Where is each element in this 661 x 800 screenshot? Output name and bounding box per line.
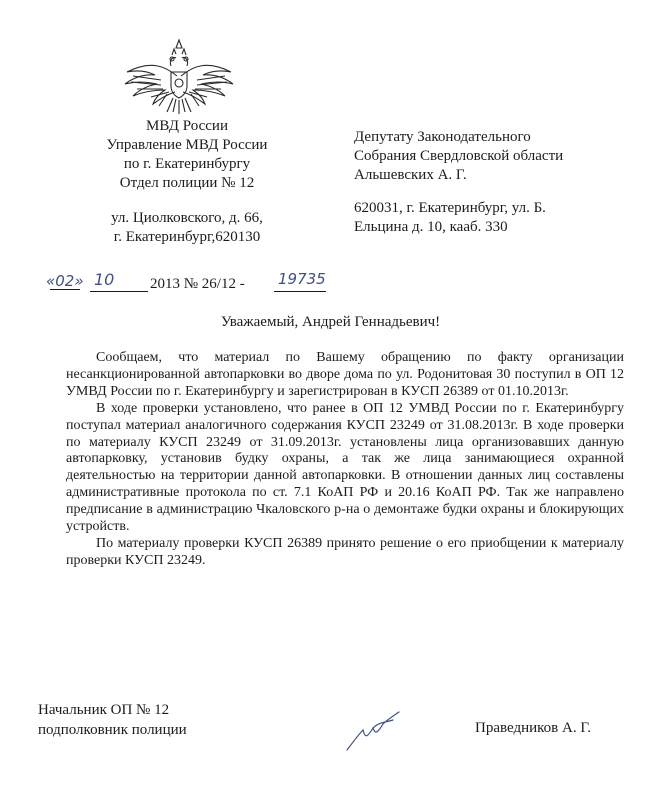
- sender-org-line3: по г. Екатеринбургу: [123, 156, 251, 172]
- signatory-name: Праведников А. Г.: [475, 720, 592, 736]
- registration-day: «02»: [46, 272, 84, 290]
- body-paragraph-1: Сообщаем, что материал по Вашему обращению по факту организации несанкционированной автопарковки во дворе дома по ул. Родонитовая 30 поступил в ОП 12 УМВД России по г. Екатеринбургу и зарегистрирован в КУСП 26389 от 01.10.2013г.: [66, 350, 624, 399]
- registration-line: [46, 270, 346, 300]
- sender-block: [82, 117, 292, 247]
- sender-org-line1: МВД России: [146, 118, 228, 134]
- signatory-position: [38, 700, 187, 740]
- sender-org-line2: Управление МВД России: [106, 137, 268, 153]
- recipient-line2: Собрания Свердловской области: [354, 148, 564, 164]
- mvd-eagle-emblem-icon: [121, 36, 237, 120]
- body-paragraph-3: По материалу проверки КУСП 26389 принято решение о его приобщении к материалу проверки КУСП 23249.: [66, 535, 624, 568]
- month-underline: [90, 291, 148, 292]
- recipient-address-line2: Ельцина д. 10, кааб. 330: [354, 219, 508, 235]
- greeting: Уважаемый, Андрей Геннадьевич!: [220, 314, 441, 330]
- letter-body: [66, 350, 624, 570]
- recipient-line3: Альшевских А. Г.: [354, 167, 467, 183]
- body-paragraph-2: В ходе проверки установлено, что ранее в ОП 12 УМВД России по г. Екатеринбургу поступал материал аналогичного содержания КУСП 23249 от 31.08.2013г. В ходе проверки по материалу КУСП 23249 от 31.09.2013г. установлены лица организовавших данную автопарковку, установив будку охраны, а так же лица занимающиеся охранной деятельностью на территории данной автопарковки. В отношении данных лиц составлены административные протокола по ст. 7.1 КоАП РФ и 20.16 КоАП РФ. Так же направлено предписание в администрацию Чкаловского р-на о демонтаже будки охраны и блокирующих устройств.: [66, 400, 624, 535]
- recipient-address-line1: 620031, г. Екатеринбург, ул. Б.: [354, 200, 546, 216]
- sender-address-line2: г. Екатеринбург,620130: [113, 229, 261, 245]
- recipient-block: [354, 128, 644, 237]
- day-underline: [50, 289, 80, 290]
- registration-number: 19735: [278, 270, 326, 288]
- registration-month: 10: [94, 270, 115, 289]
- signatory-position-line2: подполковник полиции: [38, 722, 187, 738]
- recipient-line1: Депутату Законодательного: [354, 129, 531, 145]
- signatory-position-line1: Начальник ОП № 12: [38, 702, 170, 718]
- registration-year-text: 2013 № 26/12 -: [150, 276, 245, 292]
- sender-address-line1: ул. Циолковского, д. 66,: [111, 210, 263, 226]
- number-underline: [274, 291, 326, 292]
- sender-org-line4: Отдел полиции № 12: [119, 175, 255, 191]
- handwritten-signature: [343, 708, 403, 754]
